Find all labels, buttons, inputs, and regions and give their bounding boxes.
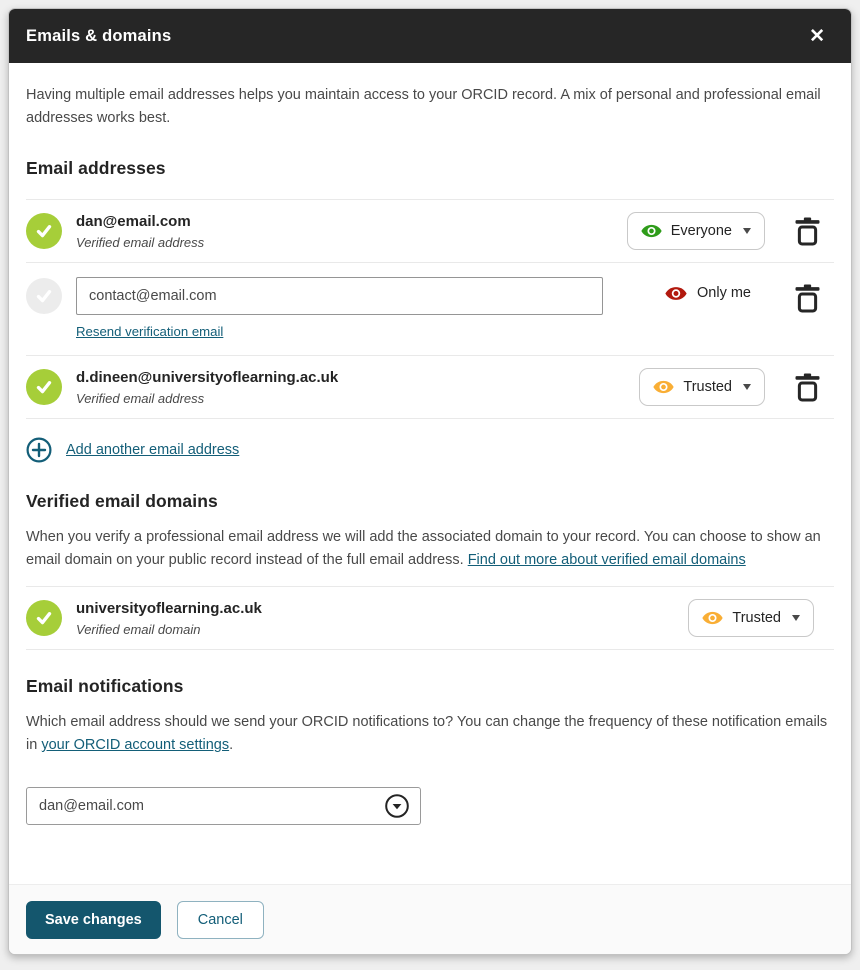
verified-domains-heading: Verified email domains xyxy=(26,491,218,511)
verified-check-icon xyxy=(26,213,62,249)
trusted-eye-icon xyxy=(653,380,674,394)
modal-content xyxy=(9,63,851,884)
description-text: . xyxy=(229,737,234,753)
notifications-description xyxy=(26,711,834,757)
selected-email: dan@email.com xyxy=(39,798,144,814)
find-out-more-link[interactable]: Find out more about verified email domains xyxy=(467,552,746,568)
email-row-contact xyxy=(26,263,834,355)
delete-email-button[interactable] xyxy=(793,215,822,248)
chevron-down-icon xyxy=(792,615,800,621)
trash-icon xyxy=(795,284,820,313)
visibility-label: Trusted xyxy=(683,379,732,395)
onlyme-eye-icon xyxy=(665,286,687,301)
visibility-only-me xyxy=(665,285,751,301)
modal-footer xyxy=(9,884,851,954)
email-row-dan xyxy=(26,200,834,262)
account-settings-link[interactable]: your ORCID account settings xyxy=(41,737,230,753)
notification-email-select[interactable] xyxy=(26,787,421,825)
divider xyxy=(26,649,834,650)
verified-check-icon xyxy=(26,369,62,405)
domain-name: universityoflearning.ac.uk xyxy=(76,600,262,617)
delete-email-button[interactable] xyxy=(793,282,822,315)
cancel-button[interactable]: Cancel xyxy=(177,901,264,939)
emails-domains-modal xyxy=(8,8,852,955)
trash-icon xyxy=(795,217,820,246)
divider xyxy=(26,418,834,419)
resend-verification-link[interactable]: Resend verification email xyxy=(76,324,224,339)
delete-email-button[interactable] xyxy=(793,371,822,404)
plus-circle-icon[interactable] xyxy=(26,437,52,463)
verified-check-icon xyxy=(26,600,62,636)
visibility-label: Only me xyxy=(697,285,751,301)
email-status: Verified email address xyxy=(76,235,205,250)
everyone-eye-icon xyxy=(641,224,662,238)
modal-header xyxy=(9,9,851,63)
description-text: When you verify a professional email address we will add the associated domain to your record. You can choose to show an email domain on your public record instead of the full email address. xyxy=(26,529,821,568)
description-text: Which email address should we send your ORCID notifications to? You can change the frequency of these notification emails in xyxy=(26,714,828,753)
email-address: d.dineen@universityoflearning.ac.uk xyxy=(76,369,339,386)
add-email-link[interactable]: Add another email address xyxy=(66,442,240,458)
modal-title: Emails & domains xyxy=(26,26,172,45)
email-row-ddineen xyxy=(26,356,834,418)
visibility-dropdown-everyone[interactable] xyxy=(627,212,765,250)
visibility-dropdown-domain-trusted[interactable] xyxy=(688,599,814,637)
chevron-down-circle-icon xyxy=(384,793,410,819)
close-icon[interactable]: ✕ xyxy=(801,23,833,50)
chevron-down-icon xyxy=(743,228,751,234)
trusted-eye-icon xyxy=(702,611,723,625)
verified-domains-description xyxy=(26,526,834,572)
visibility-dropdown-trusted[interactable] xyxy=(639,368,765,406)
chevron-down-icon xyxy=(743,384,751,390)
email-input[interactable] xyxy=(76,277,603,315)
email-address: dan@email.com xyxy=(76,213,191,230)
save-changes-button[interactable]: Save changes xyxy=(26,901,161,939)
domain-row xyxy=(26,587,834,649)
trash-icon xyxy=(795,373,820,402)
add-email-row xyxy=(26,437,834,463)
email-status: Verified email address xyxy=(76,391,205,406)
visibility-label: Everyone xyxy=(670,223,732,239)
email-addresses-heading: Email addresses xyxy=(26,158,166,178)
email-notifications-heading: Email notifications xyxy=(26,676,184,696)
visibility-label: Trusted xyxy=(732,610,781,626)
unverified-check-icon xyxy=(26,278,62,314)
intro-text: Having multiple email addresses helps you maintain access to your ORCID record. A mix of personal and professional email addresses works best. xyxy=(26,87,821,126)
domain-status: Verified email domain xyxy=(76,622,201,637)
